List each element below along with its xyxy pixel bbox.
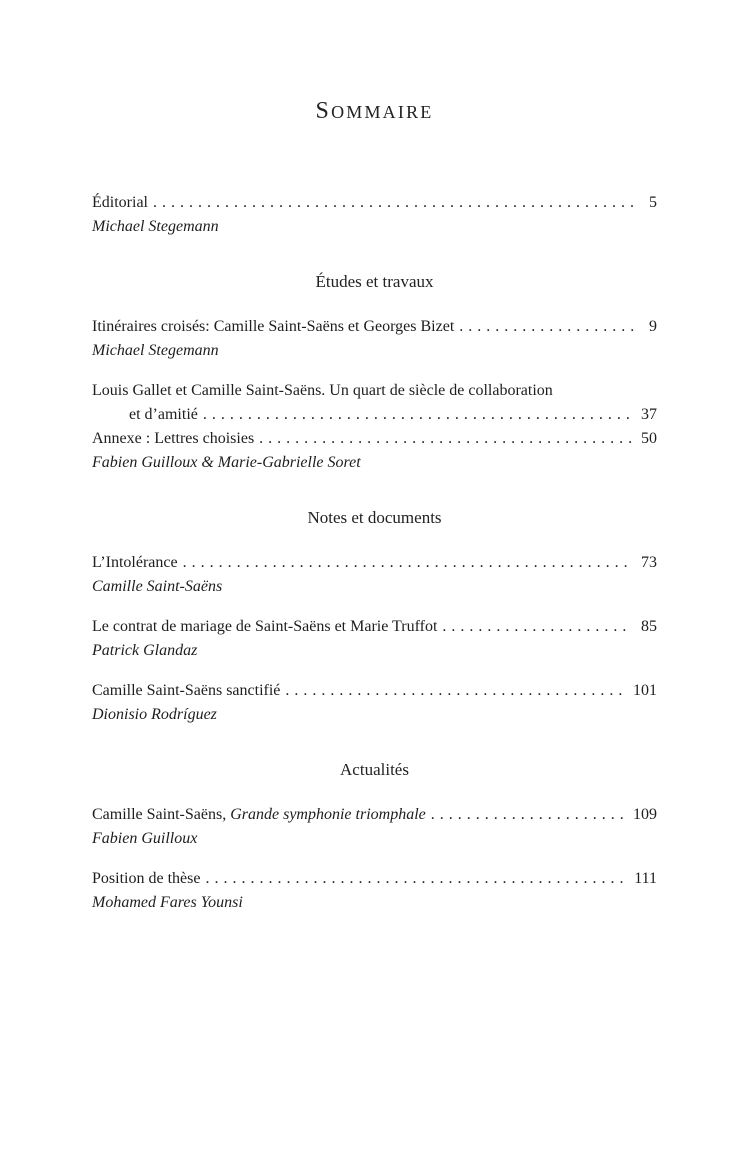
dot-leader (205, 867, 625, 891)
toc-line (92, 191, 657, 215)
toc-entry-louis-gallet (92, 379, 657, 475)
page-number: 5 (649, 194, 657, 211)
toc-line (92, 679, 657, 703)
toc-line (92, 803, 657, 827)
page-number: 9 (649, 318, 657, 335)
page-number: 37 (641, 406, 657, 423)
toc-entry-contrat-de-mariage (92, 615, 657, 663)
dot-leader (259, 427, 632, 451)
page-number: 101 (633, 682, 657, 699)
toc-entry-sanctifie (92, 679, 657, 727)
entry-author: Camille Saint-Saëns (92, 578, 223, 595)
dot-leader (442, 615, 632, 639)
dot-leader (285, 679, 624, 703)
page-number: 111 (634, 870, 657, 887)
entry-title-line1: Louis Gallet et Camille Saint-Saëns. Un quart de siècle de collaboration (92, 382, 553, 399)
toc-entry-intolerance (92, 551, 657, 599)
dot-leader (153, 191, 640, 215)
entry-title: L’Intolérance (92, 554, 178, 571)
page-title: SOMMAIRE (315, 98, 434, 124)
section-heading-actualites: Actualités (340, 760, 409, 779)
entry-title: Le contrat de mariage de Saint-Saëns et Marie Truffot (92, 618, 438, 635)
page-number: 50 (641, 430, 657, 447)
section-heading-etudes-et-travaux: Études et travaux (315, 272, 434, 291)
entry-author: Mohamed Fares Younsi (92, 894, 243, 911)
section-heading-notes-et-documents: Notes et documents (307, 508, 442, 527)
entry-title: Annexe : Lettres choisies (92, 430, 255, 447)
toc-page (0, 95, 746, 1153)
entry-author: Michael Stegemann (92, 342, 219, 359)
page-number: 85 (641, 618, 657, 635)
entry-title: Itinéraires croisés: Camille Saint-Saëns et Georges Bizet (92, 318, 455, 335)
page-number: 73 (641, 554, 657, 571)
entry-title-italic: Grande symphonie triomphale (230, 806, 426, 823)
toc-entry-editorial (92, 191, 657, 239)
entry-author: Fabien Guilloux (92, 830, 198, 847)
entry-title-line2: et d’amitié (129, 406, 198, 423)
toc-entry-grande-symphonie (92, 803, 657, 851)
toc-line (92, 315, 657, 339)
toc-line (92, 615, 657, 639)
toc-line (92, 867, 657, 891)
toc-line (92, 551, 657, 575)
toc-line-annexe (92, 427, 657, 451)
dot-leader (183, 551, 632, 575)
entry-title: Éditorial (92, 194, 148, 211)
toc-line (92, 379, 657, 403)
entry-title: Camille Saint-Saëns sanctifié (92, 682, 281, 699)
toc-entry-position-de-these (92, 867, 657, 915)
entry-author: Michael Stegemann (92, 218, 219, 235)
page-number: 109 (633, 806, 657, 823)
dot-leader (203, 403, 632, 427)
entry-author: Fabien Guilloux & Marie-Gabrielle Soret (92, 454, 361, 471)
entry-author: Dionisio Rodríguez (92, 706, 217, 723)
entry-title: Position de thèse (92, 870, 201, 887)
toc-line (92, 403, 657, 427)
entry-title: Camille Saint-Saëns, (92, 806, 231, 823)
toc-entry-itineraires-croises (92, 315, 657, 363)
entry-author: Patrick Glandaz (92, 642, 198, 659)
dot-leader (431, 803, 624, 827)
dot-leader (459, 315, 640, 339)
